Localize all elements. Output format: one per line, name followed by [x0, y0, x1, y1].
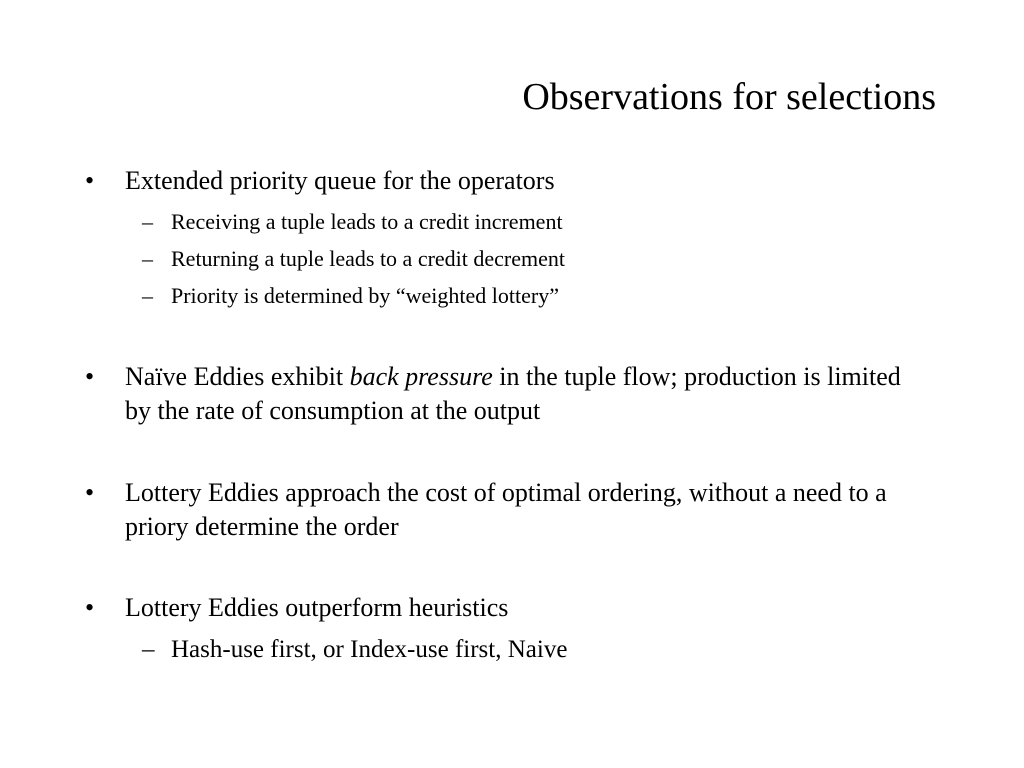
sub-bullet-text: Receiving a tuple leads to a credit increment	[171, 209, 563, 234]
bullet-text: Extended priority queue for the operators	[125, 166, 555, 195]
bullet-text-emphasis: back pressure	[349, 362, 493, 391]
bullet-marker: •	[85, 362, 95, 391]
sub-bullet-text: Returning a tuple leads to a credit decrement	[171, 246, 566, 271]
sub-bullet-marker: –	[142, 246, 153, 271]
bullet-text-suffix: in the tuple flow; production is limited by the rate of consumption at the output	[125, 362, 901, 425]
slide-title: Observations for selections	[522, 76, 936, 118]
bullet-text: Lottery Eddies approach the cost of optimal ordering, without a need to a priory determine the order	[125, 478, 887, 541]
sub-bullet-text: Hash-use first, or Index-use first, Naive	[171, 636, 568, 663]
bullet-marker: •	[85, 593, 95, 622]
bullet-marker: •	[85, 478, 95, 507]
sub-bullet-marker: –	[142, 209, 153, 234]
bullet-text-prefix: Naïve Eddies exhibit	[125, 362, 350, 391]
bullet-text: Lottery Eddies outperform heuristics	[125, 593, 509, 622]
sub-bullet-marker: –	[142, 636, 155, 663]
bullet-marker: •	[85, 166, 95, 195]
sub-bullet-text: Priority is determined by “weighted lottery”	[171, 283, 559, 308]
sub-bullet-marker: –	[142, 283, 153, 308]
bullet-text	[125, 360, 925, 428]
